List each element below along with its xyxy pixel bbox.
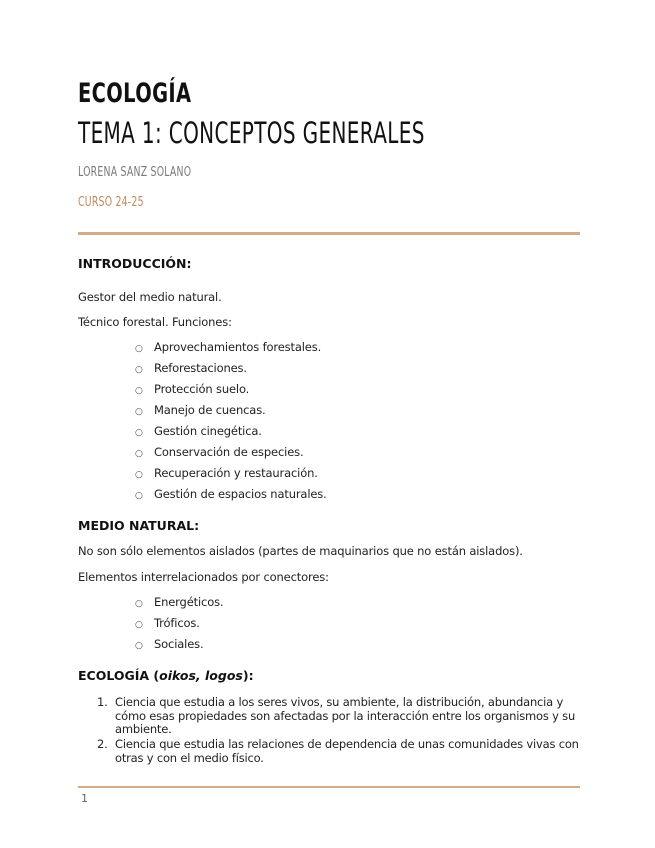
course-label: CURSO 24-25	[78, 195, 144, 210]
list-item: ○ Sociales.	[135, 637, 204, 651]
paragraph: Gestor del medio natural.	[78, 290, 222, 304]
page-number: 1	[81, 792, 88, 805]
bullet-circle-icon: ○	[135, 428, 143, 438]
list-item: ○ Gestión cinegética.	[135, 424, 262, 438]
list-item: ○ Gestión de espacios naturales.	[135, 487, 327, 501]
list-item: ○ Protección suelo.	[135, 382, 250, 396]
bullet-circle-icon: ○	[135, 641, 143, 651]
list-item: ○ Aprovechamientos forestales.	[135, 340, 322, 354]
item-number: 2.	[97, 737, 108, 751]
bullet-circle-icon: ○	[135, 491, 143, 501]
item-number: 1.	[97, 695, 108, 709]
bullet-circle-icon: ○	[135, 407, 143, 417]
document-title: ECOLOGÍA	[78, 78, 192, 109]
bullet-circle-icon: ○	[135, 599, 143, 609]
list-item: ○ Manejo de cuencas.	[135, 403, 266, 417]
bullet-circle-icon: ○	[135, 365, 143, 375]
document-subtitle: TEMA 1: CONCEPTOS GENERALES	[78, 116, 425, 150]
paragraph: No son sólo elementos aislados (partes de maquinarios que no están aislados).	[78, 544, 523, 558]
paragraph: Elementos interrelacionados por conectores:	[78, 570, 329, 584]
author-name: LORENA SANZ SOLANO	[78, 165, 192, 180]
bullet-circle-icon: ○	[135, 386, 143, 396]
list-item: ○ Recuperación y restauración.	[135, 466, 318, 480]
list-item: ○ Conservación de especies.	[135, 445, 304, 459]
item-text: Ciencia que estudia las relaciones de dependencia de unas comunidades vivas con otras y con el medio físico.	[115, 737, 579, 765]
numbered-item	[97, 696, 582, 737]
bullet-circle-icon: ○	[135, 470, 143, 480]
header-divider	[78, 232, 580, 235]
bullet-circle-icon: ○	[135, 620, 143, 630]
item-text: Ciencia que estudia a los seres vivos, su ambiente, la distribución, abundancia y cómo esas propiedades son afectadas por la interacción entre los organismos y su ambiente.	[115, 695, 576, 736]
section-heading-introduccion: INTRODUCCIÓN:	[78, 256, 192, 271]
footer-divider	[78, 786, 580, 788]
paragraph: Técnico forestal. Funciones:	[78, 315, 232, 329]
bullet-circle-icon: ○	[135, 344, 143, 354]
list-item: ○ Tróficos.	[135, 616, 200, 630]
numbered-item	[97, 738, 582, 765]
section-heading-ecologia: ECOLOGÍA (oikos, logos):	[78, 668, 254, 683]
list-item: ○ Energéticos.	[135, 595, 224, 609]
bullet-circle-icon: ○	[135, 449, 143, 459]
list-item: ○ Reforestaciones.	[135, 361, 247, 375]
section-heading-medio-natural: MEDIO NATURAL:	[78, 518, 200, 533]
